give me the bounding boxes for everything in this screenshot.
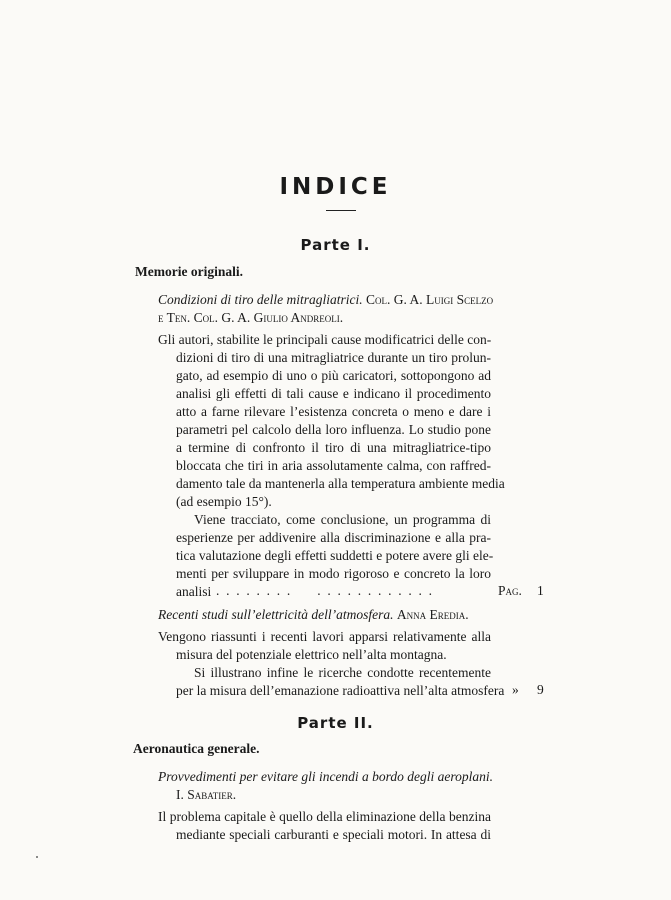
part-2-heading: Parte II. [297,714,374,732]
article-1-abstract-line: (ad esempio 15°). [176,494,272,509]
article-1-abstract-line: damento tale da mantenerla alla temperatura ambiente media [176,476,505,491]
part-1-heading: Parte I. [300,236,371,254]
scan-speck [36,856,38,858]
page-number-9: 9 [537,682,544,697]
article-2-abstract-line: Vengono riassunti i recenti lavori apparsi relativamente alla [158,629,491,644]
article-1-abstract-line: analisi gli effetti di tali cause e indicano il procedimento [176,386,491,401]
article-1-abstract-line: gato, ad esempio di uno o più caricatori, sottopongono ad [176,368,491,383]
article-1-abstract-line: esperienze per addivenire alla discriminazione e alla pra- [176,530,491,545]
article-3-abstract-line: mediante speciali carburanti e speciali motori. In attesa di [176,827,491,842]
article-2-abstract-line: per la misura dell’emanazione radioattiva nell’alta atmosfera [176,683,505,698]
article-1-title-line [158,291,494,309]
page-label: Pag. [498,583,522,598]
article-3-author: I. Sabatier. [176,787,237,802]
article-1-abstract-line: Gli autori, stabilite le principali cause modificatrici delle con- [158,332,492,347]
title-underline [326,210,356,211]
article-1-abstract-line: Viene tracciato, come conclusione, un programma di [194,512,491,527]
article-1-abstract-line: a termine di confronto il tiro di una mitragliatrice-tipo [176,440,491,455]
article-2-title: Recenti studi sull’elettricità dell’atmosfera. [158,607,394,622]
article-3-abstract-line: Il problema capitale è quello della eliminazione della benzina [158,809,491,824]
article-2-author: Anna Eredia. [396,607,469,622]
article-1-abstract-line: atto a farne rilevare l’esistenza concreta o meno e dare i [176,404,491,419]
article-1-abstract-line: parametri pel calcolo della loro influenza. Lo studio pone [176,422,491,437]
leader-dots: . . . . . . . . . . . . . . . . . . . . [216,583,432,598]
article-1-author-1: Col. G. A. Luigi Scelzo [366,292,494,307]
article-1-abstract-line: bloccata che tiri in aria assolutamente calma, con raffred- [176,458,491,473]
article-3-title: Provvedimenti per evitare gli incendi a bordo degli aeroplani. [158,769,494,784]
section-memorie-originali: Memorie originali. [135,264,243,279]
article-1-author-2: e Ten. Col. G. A. Giulio Andreoli. [158,310,344,325]
article-1-abstract-line: menti per sviluppare in modo rigoroso e concreto la loro [176,566,491,581]
ditto-mark: » [512,682,519,697]
page-number-1: 1 [537,583,544,598]
article-1-abstract-line: analisi [176,584,212,599]
article-2-abstract-line: misura del potenziale elettrico nell’alta montagna. [176,647,447,662]
section-aeronautica-generale: Aeronautica generale. [133,741,260,756]
page-title: INDICE [279,174,392,200]
article-2-title-line [158,606,469,624]
article-2-abstract-line: Si illustrano infine le ricerche condotte recentemente [194,665,491,680]
article-1-abstract-line: tica valutazione degli effetti suddetti e potere avere gli ele- [176,548,494,563]
article-1-abstract-line: dizioni di tiro di una mitragliatrice durante un tiro prolun- [176,350,491,365]
article-1-title: Condizioni di tiro delle mitragliatrici. [158,292,363,307]
